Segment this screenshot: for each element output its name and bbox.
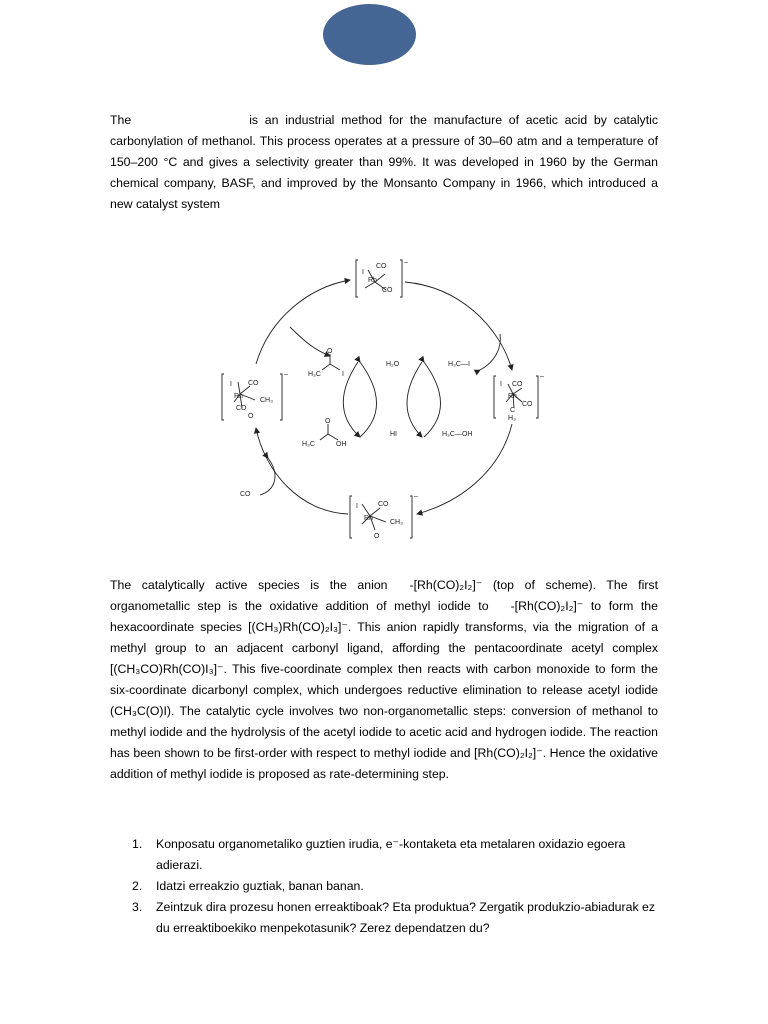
right-rh-label: Rh xyxy=(508,393,517,400)
question-number: 3. xyxy=(132,900,143,914)
acetyl-o-label: O xyxy=(327,348,333,355)
cycle-arrow-top-right xyxy=(405,282,512,370)
right-c-label: C xyxy=(510,407,516,414)
question-text: Idatzi erreakzio guztiak, banan banan. xyxy=(156,879,364,893)
bottom-o-label: O xyxy=(374,533,380,540)
acid-o-label: O xyxy=(325,418,331,425)
inner-arc-2 xyxy=(360,362,377,437)
left-ch3-label: CH₃ xyxy=(260,397,273,404)
inner-arc-1 xyxy=(343,362,360,437)
acetyl-iodide-label: I xyxy=(342,371,344,378)
methanol-label: H₃C—OH xyxy=(442,431,473,438)
bottom-charge: – xyxy=(414,493,418,500)
methyl-iodide-label: H₃C—I xyxy=(448,361,470,368)
header-badge xyxy=(323,4,416,65)
question-number: 1. xyxy=(132,837,143,851)
top-iodide-label: I xyxy=(362,269,364,276)
left-co-label-2: CO xyxy=(236,405,247,412)
body-text-3: -[Rh(CO)₂I₂]⁻ to form the hexacoordinate species [(CH₃)Rh(CO)₂I₃]⁻. This anion rapidly transforms, via the migration of a methyl group to an adjacent carbonyl ligand, affording the pentacoordinate acetyl complex [(CH₃CO)Rh(CO)I₃]⁻. This five-coordinate complex then reacts with carbon monoxide to form the six-coordinate dicarbonyl complex, which undergoes reductive elimination to release acetyl iodide (CH₃C(O)I). The catalytic cycle involves two non-organometallic steps: conversion of methanol to methyl iodide and the hydrolysis of the acetyl iodide to acetic acid and hydrogen iodide. The reaction has been shown to be first-order with respect to methyl iodide and [Rh(CO)₂I₂]⁻. Hence the oxidative addition of methyl iodide is proposed as rate-determining step. xyxy=(110,599,658,782)
bottom-co-label: CO xyxy=(378,501,389,508)
inner-arc-3 xyxy=(407,362,422,437)
top-charge: – xyxy=(404,259,408,266)
question-item xyxy=(110,897,658,939)
left-rh-label: Rh xyxy=(234,393,243,400)
arrow-methyl-iodide xyxy=(480,334,500,370)
right-co-label-2: CO xyxy=(522,401,533,408)
question-text: Zeintzuk dira prozesu honen erreaktiboak? Eta produktua? Zergatik produkzio-abiadurak ez du erreaktiboekiko menpekotasunik? Zerez dependatzen du? xyxy=(156,900,655,935)
question-item xyxy=(110,834,658,876)
hi-label: HI xyxy=(390,431,397,438)
acetyl-h3c-label: H₃C xyxy=(308,371,321,378)
top-co-label-1: CO xyxy=(376,263,387,270)
top-rh-label: Rh xyxy=(368,277,377,284)
bottom-iodide-label: I xyxy=(356,503,358,510)
inner-arc-4 xyxy=(424,362,441,437)
bottom-rh-label: Rh xyxy=(364,515,373,522)
cycle-arrow-left-top xyxy=(256,280,350,364)
right-iodide-label: I xyxy=(500,381,502,388)
question-item xyxy=(110,876,658,897)
intro-paragraph xyxy=(110,110,658,215)
left-co-label: CO xyxy=(248,380,259,387)
question-list xyxy=(110,834,658,939)
body-text-1: The catalytically active species is the anion xyxy=(110,578,388,593)
question-number: 2. xyxy=(132,879,143,893)
intro-word-the: The xyxy=(110,113,132,128)
arrow-acetyl-iodide xyxy=(290,327,330,356)
left-charge: – xyxy=(284,371,288,378)
body-paragraph xyxy=(110,575,658,785)
arrow-co-in xyxy=(260,458,275,495)
left-o-label: O xyxy=(248,413,254,420)
right-co-label-1: CO xyxy=(512,381,523,388)
left-iodide-label: I xyxy=(230,381,232,388)
acid-oh-label: OH xyxy=(336,441,347,448)
right-h3-label: H₃ xyxy=(508,415,516,422)
question-text: Konposatu organometaliko guztien irudia, e⁻-kontaketa eta metalaren oxidazio egoera adierazi. xyxy=(156,837,626,872)
intro-text: is an industrial method for the manufacture of acetic acid by catalytic carbonylation of methanol. This process operates at a pressure of 30–60 atm and a temperature of 150–200 °C and gives a selectivity greater than 99%. It was developed in 1960 by the German chemical company, BASF, and improved by the Monsanto Company in 1966, which introduced a new catalyst system xyxy=(110,113,658,212)
bottom-ch3-label: CH₃ xyxy=(390,519,403,526)
acid-h3c-label: H₃C xyxy=(302,441,315,448)
water-label: H₂O xyxy=(386,361,400,368)
top-co-label-2: CO xyxy=(382,287,393,294)
right-charge: – xyxy=(540,373,544,380)
co-in-label: CO xyxy=(240,491,251,498)
body-text-2: -[Rh(CO)₂I₂]⁻ (top of scheme). The first organometallic step is the oxidative addition of methyl iodide to xyxy=(110,578,658,614)
catalytic-cycle-scheme xyxy=(210,252,544,552)
